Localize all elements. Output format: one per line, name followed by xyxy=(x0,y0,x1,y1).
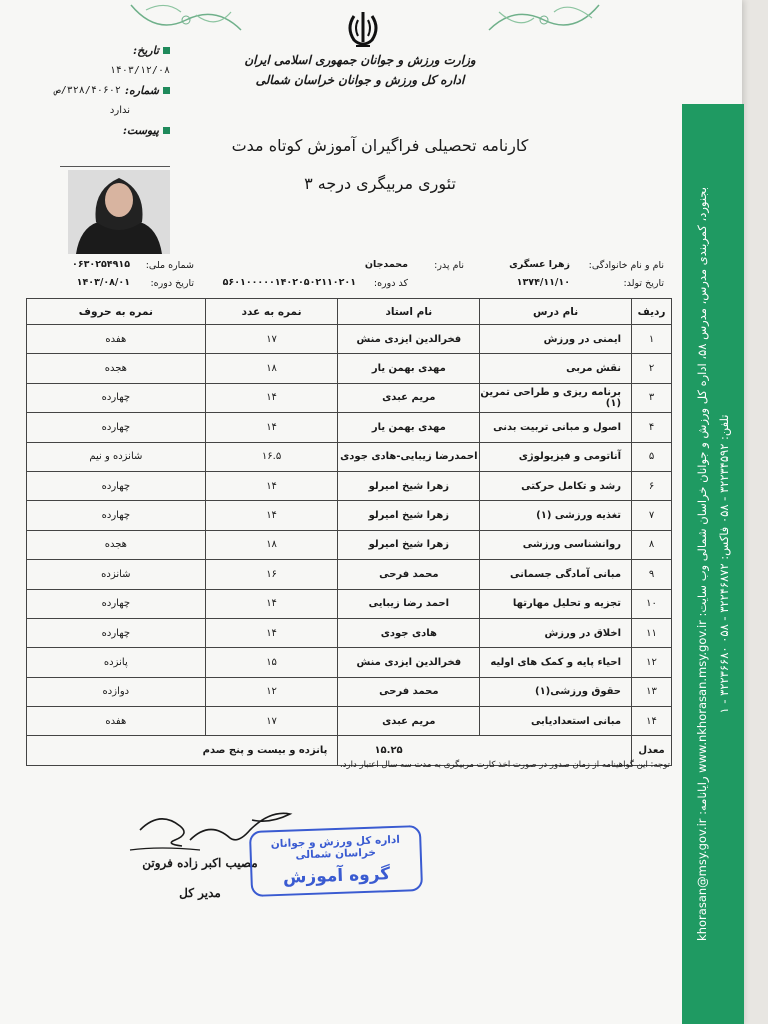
iran-emblem-icon xyxy=(342,8,384,50)
header-teacher: نام استاد xyxy=(338,299,480,325)
row-index: ۹ xyxy=(632,560,672,589)
ministry-line2: اداره کل ورزش و جوانان خراسان شمالی xyxy=(255,73,465,87)
row-index: ۱۴ xyxy=(632,707,672,736)
signatory-name: مصیب اکبر زاده فروتن xyxy=(142,856,258,870)
row-grade-number: ۱۶.۵ xyxy=(205,442,338,471)
table-row xyxy=(27,471,672,500)
row-index: ۱۳ xyxy=(632,677,672,706)
page-title: کارنامه تحصیلی فراگیران آموزش کوتاه مدت xyxy=(231,136,529,155)
header-grade-number: نمره به عدد xyxy=(205,299,338,325)
row-index: ۶ xyxy=(632,471,672,500)
father-value: محمدجان xyxy=(364,259,408,270)
row-teacher: احمدرضا زیبایی-هادی جودی xyxy=(338,442,480,471)
row-teacher: زهرا شیخ امیرلو xyxy=(338,530,480,559)
birth-label: تاریخ تولد: xyxy=(623,278,664,289)
row-index: ۱۰ xyxy=(632,589,672,618)
row-index: ۲ xyxy=(632,354,672,383)
meta-attachment-label: پیوست: xyxy=(122,123,159,137)
national-id-label: شماره ملی: xyxy=(145,260,194,271)
name-label: نام و نام خانوادگی: xyxy=(588,260,664,271)
course-date-value: ۱۴۰۳/۰۸/۰۱ xyxy=(76,277,130,288)
row-index: ۸ xyxy=(632,530,672,559)
table-header-row xyxy=(27,299,672,325)
table-row xyxy=(27,325,672,354)
table-row xyxy=(27,530,672,559)
table-row xyxy=(27,442,672,471)
table-row xyxy=(27,354,672,383)
row-teacher: مریم عبدی xyxy=(338,383,480,412)
table-row xyxy=(27,707,672,736)
row-teacher: فخرالدین ایزدی منش xyxy=(338,648,480,677)
course-code-value: ۵۶۰۱۰۰۰۰۰۱۴۰۲۰۵۰۲۱۱۰۲۰۱ xyxy=(222,277,356,288)
row-grade-words: پانزده xyxy=(27,648,206,677)
grades-table xyxy=(26,298,672,766)
floral-ornament-icon xyxy=(126,0,246,40)
row-grade-words: چهارده xyxy=(27,501,206,530)
row-course: روانشناسی ورزشی xyxy=(480,530,632,559)
row-teacher: فخرالدین ایزدی منش xyxy=(338,325,480,354)
row-grade-words: هجده xyxy=(27,354,206,383)
meta-number-value: ۳۲۸/۴۰۶۰۲/ص xyxy=(54,84,121,96)
row-index: ۱۲ xyxy=(632,648,672,677)
row-course: ایمنی در ورزش xyxy=(480,325,632,354)
row-teacher: مریم عبدی xyxy=(338,707,480,736)
meta-date-label: تاریخ: xyxy=(133,43,159,57)
row-grade-number: ۱۸ xyxy=(205,354,338,383)
average-words: پانزده و بیست و پنج صدم xyxy=(27,736,338,766)
official-stamp xyxy=(249,825,423,897)
row-grade-number: ۱۴ xyxy=(205,413,338,442)
stamp-line2: گروه آموزش xyxy=(282,864,391,888)
signatory-role: مدیر کل xyxy=(179,886,221,900)
row-grade-words: چهارده xyxy=(27,589,206,618)
course-date-label: تاریخ دوره: xyxy=(150,278,194,289)
row-index: ۳ xyxy=(632,383,672,412)
row-course: مبانی آمادگی جسمانی xyxy=(480,560,632,589)
row-course: برنامه ریزی و طراحی تمرین (۱) xyxy=(480,383,632,412)
table-row xyxy=(27,677,672,706)
meta-date xyxy=(40,40,170,60)
name-value: زهرا عسگری xyxy=(509,259,570,270)
row-grade-number: ۱۸ xyxy=(205,530,338,559)
row-grade-number: ۱۵ xyxy=(205,648,338,677)
row-grade-words: چهارده xyxy=(27,383,206,412)
validity-note: توجه: این گواهینامه از زمان صدور در صورت اخذ کارت مربیگری به مدت سه سال اعتبار دارد. xyxy=(340,760,670,770)
meta-date-value: ۱۴۰۳/۱۲/۰۸ xyxy=(109,64,170,76)
row-grade-number: ۱۴ xyxy=(205,471,338,500)
row-grade-number: ۱۴ xyxy=(205,618,338,647)
row-index: ۴ xyxy=(632,413,672,442)
letter-meta xyxy=(40,40,170,140)
row-course: مبانی استعدادیابی xyxy=(480,707,632,736)
average-value: ۱۵.۲۵ xyxy=(338,736,632,766)
header-index: ردیف xyxy=(632,299,672,325)
table-row xyxy=(27,560,672,589)
table-row xyxy=(27,383,672,412)
row-teacher: مهدی بهمن یار xyxy=(338,413,480,442)
row-grade-words: هجده xyxy=(27,530,206,559)
table-row xyxy=(27,413,672,442)
ministry-line1: وزارت ورزش و جوانان جمهوری اسلامی ایران xyxy=(244,53,476,67)
row-course: اصول و مبانی تربیت بدنی xyxy=(480,413,632,442)
header-grade-words: نمره به حروف xyxy=(27,299,206,325)
meta-attachment-value: ندارد xyxy=(109,104,130,116)
row-grade-words: هفده xyxy=(27,707,206,736)
row-course: حقوق ورزشی(۱) xyxy=(480,677,632,706)
row-grade-words: هفده xyxy=(27,325,206,354)
contact-text xyxy=(691,114,735,1014)
floral-ornament-icon xyxy=(484,0,604,40)
page-subtitle: تئوری مربیگری درجه ۳ xyxy=(304,174,456,193)
row-teacher: احمد رضا زیبایی xyxy=(338,589,480,618)
father-label: نام پدر: xyxy=(434,260,464,271)
table-row xyxy=(27,618,672,647)
stamp-line1: اداره کل ورزش و جوانان خراسان شمالی xyxy=(270,833,401,862)
row-grade-words: چهارده xyxy=(27,413,206,442)
row-index: ۵ xyxy=(632,442,672,471)
row-course: آناتومی و فیزیولوژی xyxy=(480,442,632,471)
contact-line1: بجنورد، کمربندی مدرس، مدرس ۵۸، اداره کل ورزش و جوانان خراسان شمالی وب سایت: www.nkhorasan.msy.gov.ir رایانامه: khorasan@msy.gov.ir xyxy=(695,187,709,941)
meta-number-label: شماره: xyxy=(124,83,159,97)
average-label: معدل xyxy=(632,736,672,766)
contact-line2: تلفن: ۳۲۲۳۴۵۹۲ - ۰۵۸ فاکس: ۳۲۲۴۶۸۷۲ - ۰۵۸ ۳۲۲۳۶۶۸۰ - ۱ xyxy=(717,414,731,714)
row-index: ۱ xyxy=(632,325,672,354)
national-id-value: ۰۶۳۰۲۵۴۹۱۵ xyxy=(72,259,130,270)
row-grade-words: دوازده xyxy=(27,677,206,706)
row-grade-number: ۱۷ xyxy=(205,707,338,736)
row-teacher: محمد فرحی xyxy=(338,560,480,589)
course-code-label: کد دوره: xyxy=(373,278,408,289)
green-square-icon xyxy=(163,87,170,94)
meta-divider xyxy=(60,166,170,167)
row-grade-words: شانزده xyxy=(27,560,206,589)
meta-attachment-value-row xyxy=(40,100,170,120)
meta-attachment xyxy=(40,120,170,140)
row-course: تغذیه ورزشی (۱) xyxy=(480,501,632,530)
student-photo xyxy=(68,170,170,254)
student-info xyxy=(34,258,664,294)
row-index: ۷ xyxy=(632,501,672,530)
green-square-icon xyxy=(163,127,170,134)
row-course: احیاء پایه و کمک های اولیه xyxy=(480,648,632,677)
row-teacher: محمد فرحی xyxy=(338,677,480,706)
green-square-icon xyxy=(163,47,170,54)
meta-number xyxy=(40,80,170,100)
meta-date-value-row xyxy=(40,60,170,80)
row-course: نقش مربی xyxy=(480,354,632,383)
row-index: ۱۱ xyxy=(632,618,672,647)
ministry-header xyxy=(240,50,480,90)
row-course: تجزیه و تحلیل مهارتها xyxy=(480,589,632,618)
row-course: رشد و تکامل حرکتی xyxy=(480,471,632,500)
row-grade-words: چهارده xyxy=(27,618,206,647)
table-row xyxy=(27,589,672,618)
row-grade-words: شانزده و نیم xyxy=(27,442,206,471)
row-grade-number: ۱۲ xyxy=(205,677,338,706)
table-row xyxy=(27,648,672,677)
row-grade-number: ۱۶ xyxy=(205,560,338,589)
row-grade-number: ۱۴ xyxy=(205,501,338,530)
row-teacher: مهدی بهمن یار xyxy=(338,354,480,383)
row-teacher: زهرا شیخ امیرلو xyxy=(338,501,480,530)
birth-value: ۱۳۷۴/۱۱/۱۰ xyxy=(516,277,570,288)
row-course: اخلاق در ورزش xyxy=(480,618,632,647)
row-grade-words: چهارده xyxy=(27,471,206,500)
header-course: نام درس xyxy=(480,299,632,325)
row-teacher: زهرا شیخ امیرلو xyxy=(338,471,480,500)
row-grade-number: ۱۴ xyxy=(205,383,338,412)
contact-side-strip xyxy=(682,104,744,1024)
row-grade-number: ۱۷ xyxy=(205,325,338,354)
row-grade-number: ۱۴ xyxy=(205,589,338,618)
row-teacher: هادی جودی xyxy=(338,618,480,647)
table-row xyxy=(27,501,672,530)
